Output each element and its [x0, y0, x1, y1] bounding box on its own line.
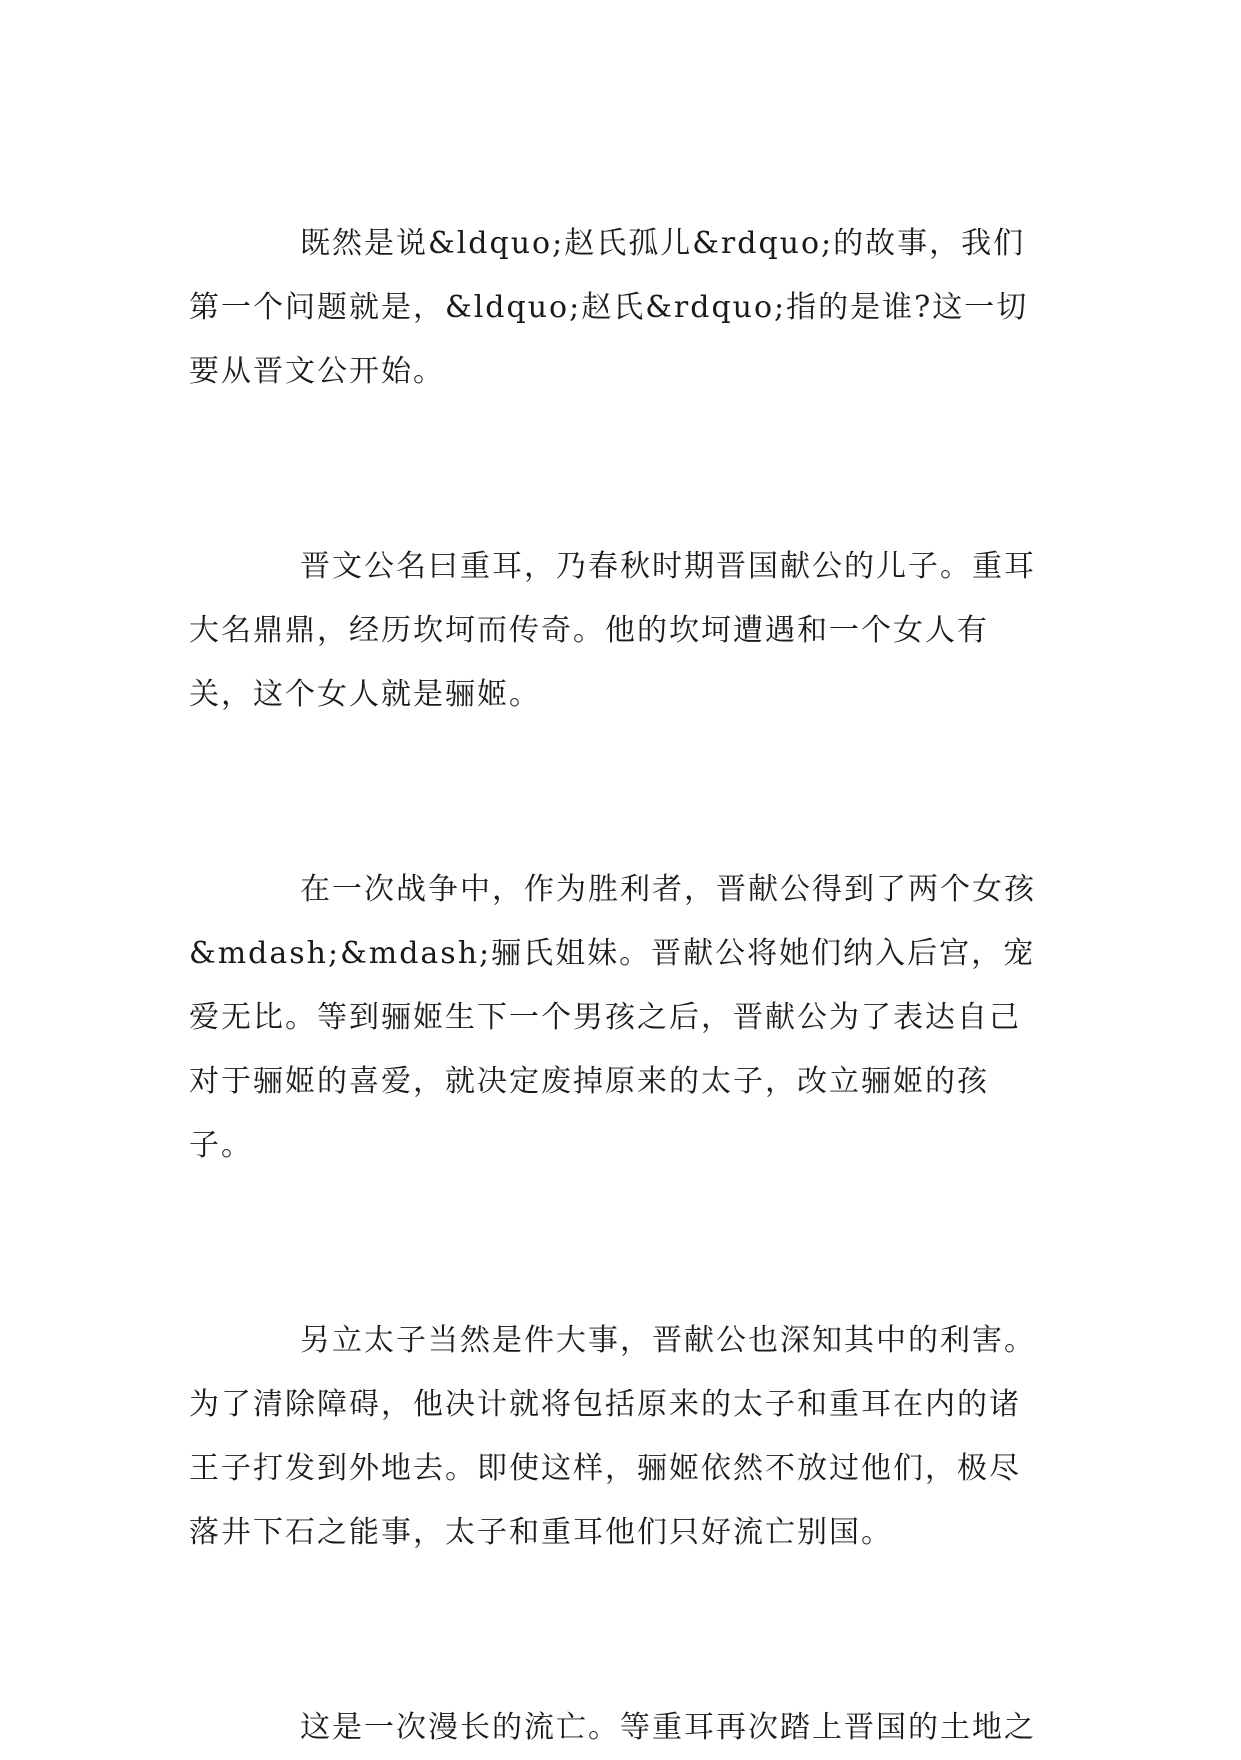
paragraph-2: 晋文公名曰重耳，乃春秋时期晋国献公的儿子。重耳大名鼎鼎，经历坎坷而传奇。他的坎坷遭遇和一个女人有关，这个女人就是骊姬。 — [189, 549, 1036, 712]
paragraph-spacer — [189, 1565, 1051, 1696]
document-body — [189, 212, 1051, 1760]
paragraph-spacer — [189, 404, 1051, 535]
paragraph-4: 另立太子当然是件大事，晋献公也深知其中的利害。为了清除障碍，他决计就将包括原来的太子和重耳在内的诸王子打发到外地去。即使这样，骊姬依然不放过他们，极尽落井下石之能事，太子和重耳他们只好流亡别国。 — [189, 1323, 1036, 1550]
paragraph-spacer — [189, 727, 1051, 858]
paragraph-5: 这是一次漫长的流亡。等重耳再次踏上晋国的土地之 — [300, 1710, 1036, 1745]
paragraph-1: 既然是说&ldquo;赵氏孤儿&rdquo;的故事，我们第一个问题就是，&ldquo;赵氏&rdquo;指的是谁?这一切要从晋文公开始。 — [189, 226, 1029, 389]
paragraph-spacer — [189, 1178, 1051, 1309]
paragraph-3: 在一次战争中，作为胜利者，晋献公得到了两个女孩&mdash;&mdash;骊氏姐妹。晋献公将她们纳入后宫，宠爱无比。等到骊姬生下一个男孩之后，晋献公为了表达自己对于骊姬的喜爱，就决定废掉原来的太子，改立骊姬的孩子。 — [189, 872, 1036, 1163]
